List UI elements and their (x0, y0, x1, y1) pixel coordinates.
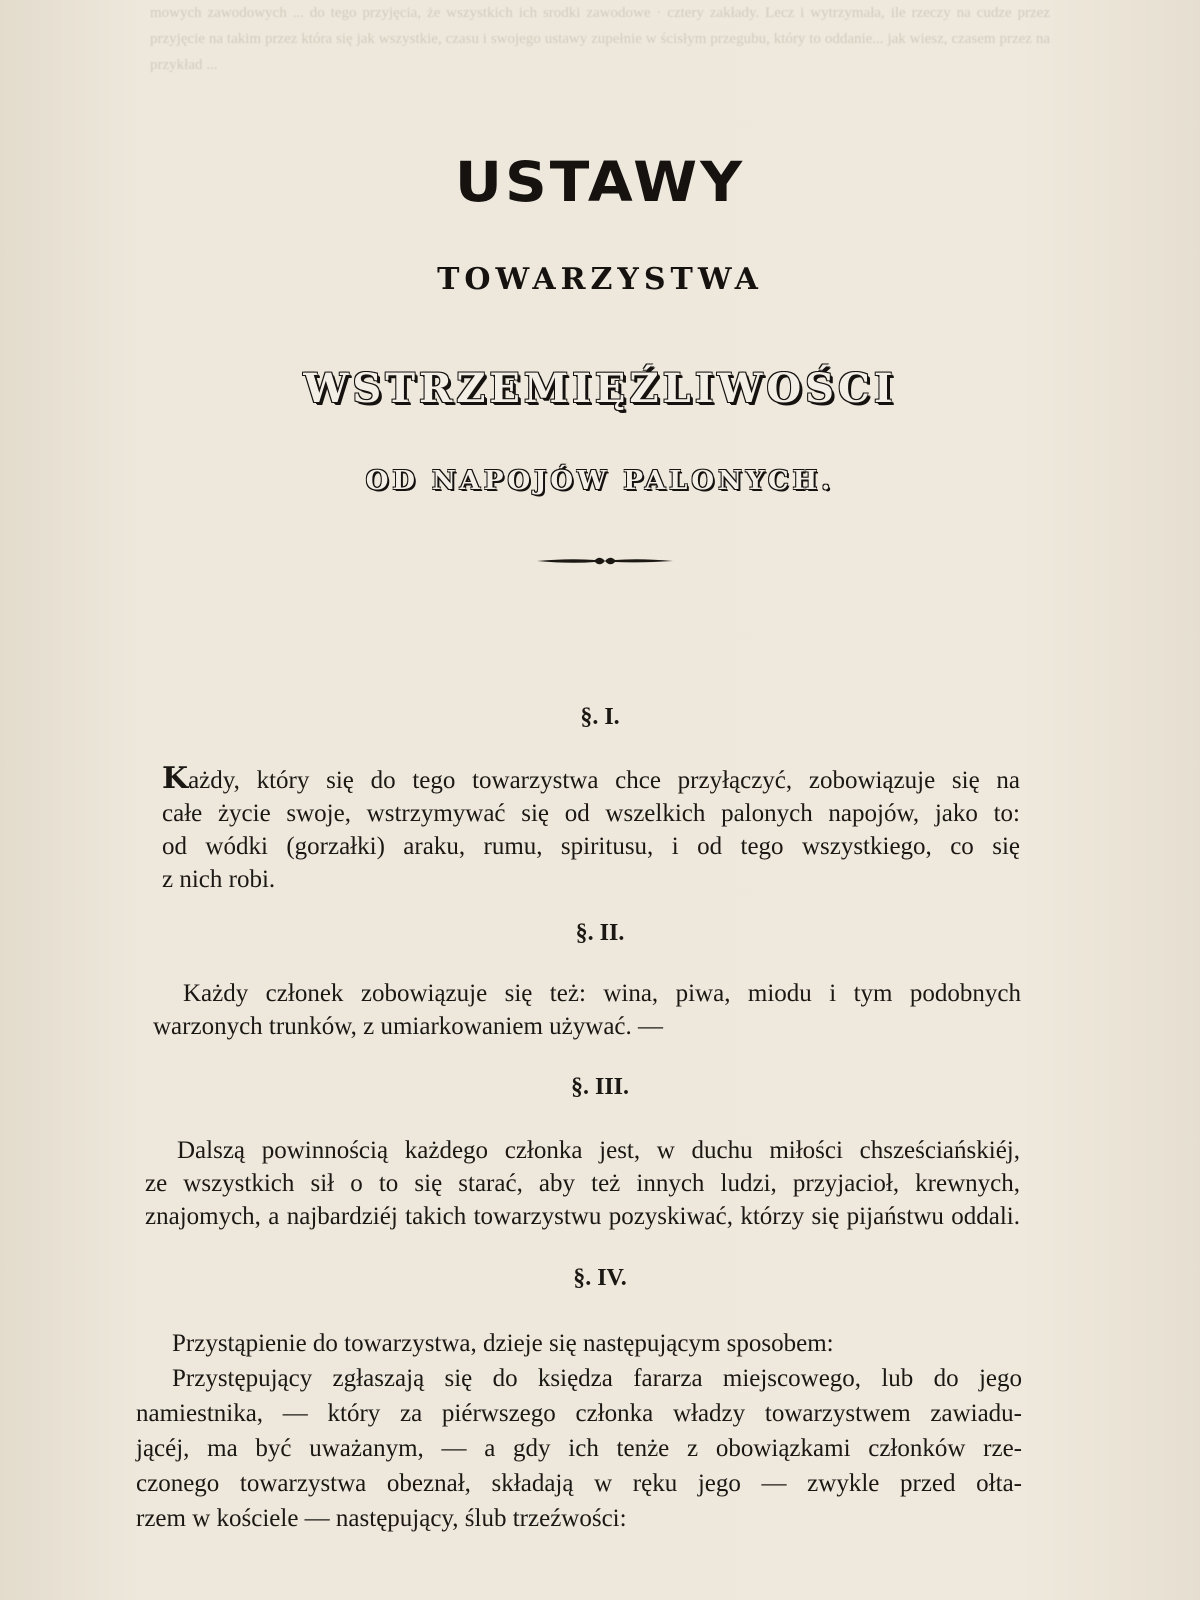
section-heading-4: §. IV. (573, 1265, 627, 1291)
section-paragraph-2 (153, 977, 1021, 1043)
paragraph-line: całe życie swoje, wstrzymywać się od wszelkich palonych napojów, jako to: (162, 800, 1020, 827)
paragraph-line: jącéj, ma być uważanym, — a gdy ich tenże z obowiązkami członków rze- (136, 1435, 1022, 1462)
title-wstrzemiezliwosci: WSTRZEMIĘŹLIWOŚCI (303, 365, 897, 412)
section-paragraph-4 (136, 1326, 1022, 1536)
paragraph-line: ze wszystkich sił o to się starać, aby też innych ludzi, przyjacioł, krewnych, (145, 1170, 1020, 1197)
paragraph-line: namiestnika, — który za piérwszego członka władzy towarzystwem zawiadu- (136, 1400, 1022, 1427)
section-paragraph-1 (162, 762, 1020, 896)
title-ustawy: USTAWY (454, 149, 746, 215)
section-heading-3: §. III. (570, 1074, 630, 1100)
title-od-napojow-palonych: OD NAPOJÓW PALONYCH. (365, 466, 835, 496)
paragraph-line: Przystąpienie do towarzystwa, dzieje się następującym sposobem: (172, 1330, 834, 1357)
paragraph-line: warzonych trunków, z umiarkowaniem używać. — (153, 1013, 664, 1040)
bleed-through-text: mowych zawodowych ... do tego przyjęcia, że wszystkich ich srodki zawodowe · cztery zakłady. Lecz i wytrzymała, ile rzeczy na cudze przez przyjęcie na takim przez która się jak wszystkie, czasu i swojego ustawy zupełnie w ścisłym przegubu, który to oddanie... jak wiesz, czasem przez na przykład ... (150, 5, 1050, 73)
paragraph-line: Dalszą powinnością każdego członka jest, w duchu miłości chsześciańskiéj, (177, 1137, 1020, 1164)
section-heading-2: §. II. (575, 920, 625, 946)
initial-letter: K (162, 761, 189, 796)
section-paragraph-3 (145, 1134, 1020, 1233)
paragraph-line: czonego towarzystwa obeznał, składają w ręku jego — zwykle przed ołta- (136, 1470, 1022, 1497)
paragraph-line: znajomych, a najbardziéj takich towarzystwu pozyskiwać, którzy się pijaństwu oddali. (145, 1203, 1020, 1230)
paragraph-line: z nich robi. (162, 866, 276, 893)
paragraph-line: Każdy, który się do tego towarzystwa chce przyłączyć, zobowiązuje się na (162, 761, 1020, 796)
paragraph-line: Przystępujący zgłaszają się do księdza fararza miejscowego, lub do jego (172, 1365, 1022, 1392)
paragraph-line: Każdy członek zobowiązuje się też: wina, piwa, miodu i tym podobnych (183, 980, 1021, 1007)
paragraph-line: od wódki (gorzałki) araku, rumu, spiritusu, i od tego wszystkiego, co się (162, 833, 1020, 860)
title-towarzystwa: TOWARZYSTWA (437, 262, 763, 297)
section-heading-1: §. I. (580, 704, 620, 730)
paragraph-line: rzem w kościele — następujący, ślub trzeźwości: (136, 1505, 627, 1532)
ornament-divider-icon (535, 552, 675, 570)
